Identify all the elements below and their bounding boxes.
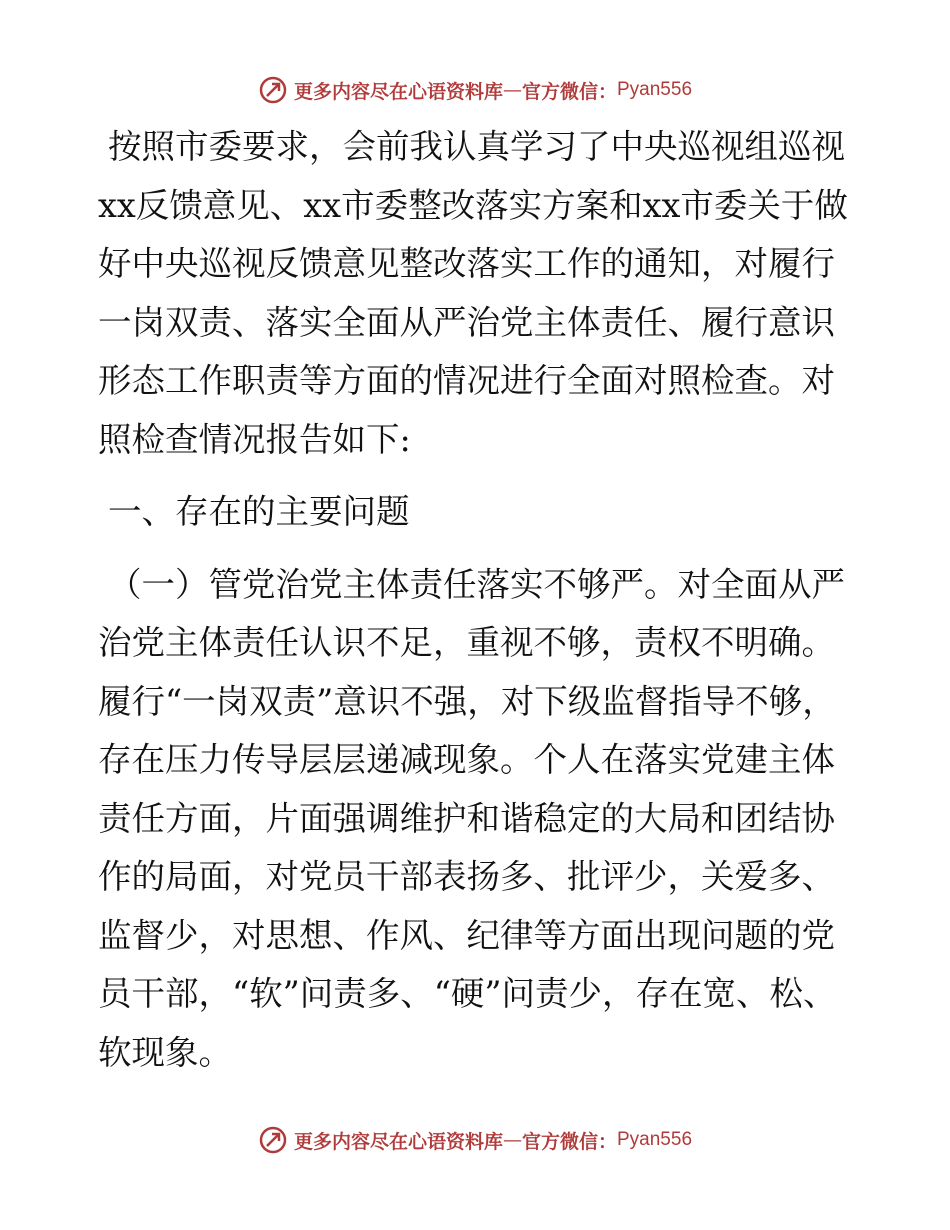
document-body [98, 118, 858, 1082]
watermark-separator: — [502, 1129, 522, 1151]
watermark-text: 更多内容尽在心语资料库 [293, 80, 503, 103]
watermark-id: Pyan556 [617, 79, 693, 100]
section-paragraph: （一）管党治党主体责任落实不够严。对全面从严治党主体责任认识不足，重视不够，责权不明确。履行“一岗双责”意识不强，对下级监督指导不够，存在压力传导层层递减现象。个人在落实党建主体责任方面，片面强调维护和谐稳定的大局和团结协作的局面，对党员干部表扬多、批评少，关爱多、监督少，对思想、作风、纪律等方面出现问题的党员干部，“软”问责多、“硬”问责少，存在宽、松、软现象。 [98, 564, 845, 1072]
watermark-id: Pyan556 [617, 1129, 693, 1150]
intro-paragraph: 按照市委要求，会前我认真学习了中央巡视组巡视xx反馈意见、xx市委整改落实方案和xx市委关于做好中央巡视反馈意见整改落实工作的通知，对履行一岗双责、落实全面从严治党主体责任、履行意识形态工作职责等方面的情况进行全面对照检查。对照检查情况报告如下: [98, 127, 848, 459]
watermark-separator: — [502, 79, 522, 101]
footer-watermark [0, 1120, 950, 1160]
header-watermark [0, 70, 950, 110]
section-heading: 一、存在的主要问题 [108, 492, 410, 531]
quill-logo-icon [258, 1125, 288, 1155]
watermark-contact: 官方微信： [521, 80, 617, 103]
quill-logo-icon [258, 75, 288, 105]
watermark-contact: 官方微信： [521, 1130, 617, 1153]
watermark-text: 更多内容尽在心语资料库 [293, 1130, 503, 1153]
